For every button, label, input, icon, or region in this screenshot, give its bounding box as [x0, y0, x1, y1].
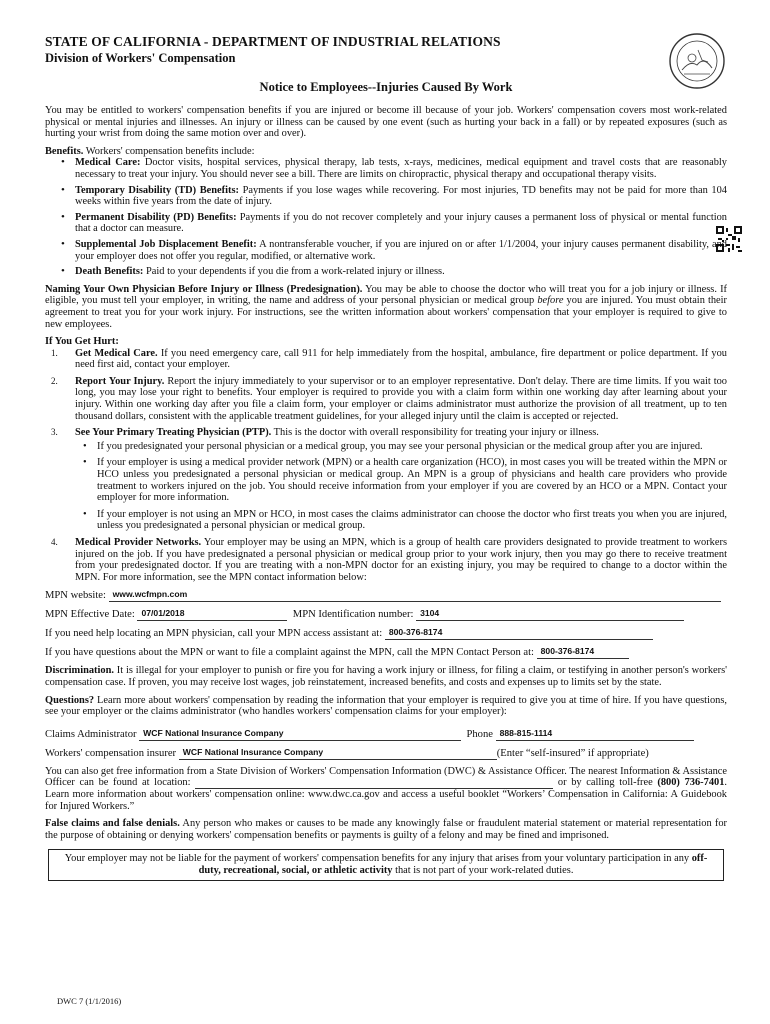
claims-admin-label: Claims Administrator — [45, 728, 137, 740]
mpn-contact-label: If you have questions about the MPN or want to file a complaint against the MPN, call the MPN Contact Person at: — [45, 647, 534, 659]
benefit-item-death — [61, 266, 727, 278]
predesignation-text: You may be able to choose the doctor who will treat you for a job injury or illness. If eligible, you must tell your employer, in writing, the name and address of your personal physician or medical group — [45, 283, 727, 307]
claims-phone-field[interactable] — [496, 728, 694, 741]
mpn-effective-field[interactable] — [137, 608, 287, 621]
mpn-assistant-row — [45, 627, 727, 640]
hurt-term: Report Your Injury. — [75, 375, 165, 387]
claims-admin-row — [45, 728, 727, 741]
questions-heading: Questions? — [45, 694, 95, 706]
ptp-sub-item: • If you predesignated your personal physician or a medical group, you may see your personal physician or the medical group after you are injured. — [83, 441, 727, 453]
if-hurt-list — [45, 348, 727, 584]
if-hurt-heading — [45, 336, 727, 348]
ptp-sub-item: • If your employer is using a medical provider network (MPN) or a health care organization (HCO), in most cases you will be treated within the MPN or HCO unless you predesignated a personal physician or medical group. An MPN is a group of physicians and health care providers who provide treatment to workers injured on the job. You should receive information from your employer if you are covered by an HCO or a MPN. Contact your employer for more information. — [83, 457, 727, 503]
predesignation-paragraph — [45, 284, 727, 330]
dwc-info-text: You can also get free information from a State Division of Workers' Compensation Information (DWC) & Assistance Officer. The nearest Information & Assistance Officer can be found at location: — [45, 765, 727, 789]
benefits-heading: Benefits. — [45, 145, 84, 157]
mpn-id-label: MPN Identification number: — [292, 609, 414, 621]
insurer-note: (Enter “self-insured” if appropriate) — [496, 747, 649, 759]
dwc-info-paragraph — [45, 766, 727, 812]
dwc-or: or — [557, 777, 567, 789]
item-number: 2. — [51, 375, 58, 386]
division-heading: Division of Workers' Compensation — [45, 51, 236, 65]
mpn-assistant-field[interactable] — [385, 627, 653, 640]
ptp-sub-list — [75, 441, 727, 532]
benefit-item-td — [61, 185, 727, 208]
notice-text: Your employer may not be liable for the payment of workers' compensation benefits for any injury that arises from your voluntary participation in any — [64, 853, 692, 865]
ptp-sub-item: • If your employer is not using an MPN or HCO, in most cases the claims administrator can choose the doctor who first treats you when you are injured, unless you predesignated a personal physician or medical group. — [83, 509, 727, 532]
benefit-item-sjdb — [61, 239, 727, 262]
predesignation-italic: before — [537, 295, 564, 307]
mpn-website-field[interactable] — [109, 589, 721, 602]
discrimination-text: It is illegal for your employer to punish or fire you for having a work injury or illness, for filing a claim, or testifying in another person's workers' compensation case. If proven, you may receive lost wages, job reinstatement, increased benefits, and costs and expenses up to limits set by the state. — [45, 665, 727, 688]
dwc-info-text-2: by calling toll-free — [571, 777, 658, 789]
benefit-text: Paid to your dependents if you die from a work-related injury or illness. — [143, 266, 445, 278]
agency-heading: STATE OF CALIFORNIA - DEPARTMENT OF INDUSTRIAL RELATIONS — [45, 34, 501, 49]
hurt-term: See Your Primary Treating Physician (PTP). — [75, 427, 272, 439]
insurer-field[interactable] — [179, 747, 497, 760]
benefits-list — [45, 157, 727, 277]
benefit-text: Doctor visits, hospital services, physical therapy, lab tests, x-rays, medicines, medical equipment and travel costs that are reasonably necessary to treat your injury. You should never see a bill. There are limits on chiropractic, physical therapy and occupational therapy visits. — [75, 157, 727, 180]
benefit-text: Payments if you do not recover completely and your injury causes a permanent loss of physical or mental function that a doctor can measure. — [75, 211, 727, 235]
mpn-contact-row — [45, 646, 727, 659]
predesignation-text-2: you are injured. You must obtain their agreement to treat you for your work injury. For instructions, see the written information about workers' compensation that your employer is required to give to new employees. — [45, 295, 728, 330]
notice-text-2: that is not part of your work-related duties. — [392, 865, 574, 877]
form-number-footer: DWC 7 (1/1/2016) — [57, 996, 122, 1006]
mpn-assistant-value: 800-376-8174 — [388, 627, 443, 638]
document-title: Notice to Employees--Injuries Caused By Work — [259, 80, 513, 94]
benefits-lead: Workers' compensation benefits include: — [83, 145, 255, 157]
insurer-value: WCF National Insurance Company — [182, 746, 324, 757]
benefit-item-pd — [61, 212, 727, 235]
mpn-effective-label: MPN Effective Date: — [45, 609, 135, 621]
false-claims-text: Any person who makes or causes to be made any knowingly false or fraudulent material statement or material representation for the purpose of obtaining or denying workers' compensation benefits or payments is guilty of a felony and may be fined and imprisoned. — [45, 818, 727, 841]
notice-bold: off-duty, recreational, social, or athletic activity — [198, 853, 708, 877]
hurt-text: Report the injury immediately to your supervisor or to an employer representative. Don't delay. There are time limits. If you wait too long, you may lose your right to benefits. Your employer is required to provide you with a claim form within one working day after learning about your injury. Within one working day after you file a claim form, your employer or claims administrator must authorize the provision of all treatment, up to ten thousand dollars, consistent with the applicable treatment guidelines, for your alleged injury until the claim is accepted or rejected. — [75, 375, 727, 422]
false-claims-heading: False claims and false denials. — [45, 818, 180, 830]
false-claims-paragraph — [45, 818, 727, 841]
benefit-term: Supplemental Job Displacement Benefit: — [75, 238, 257, 250]
dwc-phone: (800) 736-7401 — [657, 777, 725, 789]
dwc-info-text-3: . Learn more information about workers' compensation online: www.dwc.ca.gov and access a useful booklet “Workers’ Compensation in California: A Guidebook for Injured Workers.” — [45, 777, 728, 812]
benefit-text: Payments if you lose wages while recovering. For most injuries, TD benefits may not be paid for more than 104 weeks within five years from the date of injury. — [75, 184, 728, 208]
benefit-text: A nontransferable voucher, if you are injured on or after 1/1/2004, your injury causes permanent disability, and your employer does not offer you regular, modified, or alternative work. — [75, 238, 728, 262]
questions-paragraph — [45, 695, 727, 718]
hurt-item-ptp — [45, 427, 727, 532]
benefit-term: Permanent Disability (PD) Benefits: — [75, 211, 237, 223]
intro-paragraph: You may be entitled to workers' compensation benefits if you are injured or become ill because of your job. Workers' compensation covers most work-related physical or mental injuries and illnesses. An injury or illness can be caused by one event (such as hurting your back in a fall) or by repeated exposures (such as hurting your wrist from doing the same motion over and over). — [45, 105, 727, 140]
voluntary-activity-notice — [48, 849, 724, 881]
mpn-website-value: www.wcfmpn.com — [112, 589, 188, 600]
insurer-row — [45, 747, 727, 760]
mpn-contact-field[interactable] — [537, 646, 629, 659]
mpn-id-field[interactable] — [416, 608, 684, 621]
item-number: 4. — [51, 537, 58, 547]
benefit-term: Medical Care: — [75, 157, 141, 169]
hurt-item-medical-care — [45, 348, 727, 371]
mpn-website-label: MPN website: — [45, 590, 106, 602]
discrimination-paragraph — [45, 665, 727, 688]
mpn-id-value: 3104 — [420, 608, 440, 619]
mpn-effective-row — [45, 608, 727, 621]
benefit-term: Death Benefits: — [75, 266, 144, 278]
hurt-term: Medical Provider Networks. — [75, 537, 202, 548]
claims-phone-label: Phone — [466, 728, 493, 740]
claims-phone-value: 888-815-1114 — [499, 727, 553, 738]
predesignation-heading: Naming Your Own Physician Before Injury or Illness (Predesignation). — [45, 283, 363, 295]
dwc-location-field[interactable] — [195, 778, 553, 789]
claims-admin-value: WCF National Insurance Company — [143, 727, 284, 738]
hurt-text: If you need emergency care, call 911 for help immediately from the hospital, ambulance, fire department or police department. If you need first aid, contact your employer. — [75, 347, 727, 371]
mpn-assistant-label: If you need help locating an MPN physician, call your MPN access assistant at: — [45, 628, 383, 640]
notice-document — [45, 34, 727, 881]
hurt-text: This is the doctor with overall responsibility for treating your injury or illness. — [271, 427, 599, 439]
questions-text: Learn more about workers' compensation by reading the information that your employer is required to give you at time of hire. If you have questions, see your employer or the claims administrator (who handles workers' compensation claims for your employer): — [45, 694, 727, 718]
mpn-contact-value: 800-376-8174 — [540, 646, 595, 657]
benefit-item-medical — [61, 157, 727, 180]
hurt-item-report-injury — [45, 376, 727, 422]
hurt-text: Your employer may be using an MPN, which is a group of health care providers designated to provide treatment to workers injured on the job. If you have predesignated a personal physician or medical group prior to your work injury, then you may go there to receive treatment from your predesignated doctor. If you are treating with a non-MPN doctor for an existing injury, you may be required to change to a doctor within the MPN. For more information, see the MPN contact information below: — [75, 537, 727, 583]
claims-admin-field[interactable] — [139, 728, 461, 741]
discrimination-heading: Discrimination. — [45, 665, 114, 677]
if-hurt-heading-text: If You Get Hurt: — [45, 336, 119, 348]
mpn-website-row — [45, 589, 727, 602]
item-number: 3. — [51, 427, 58, 438]
mpn-effective-value: 07/01/2018 — [141, 608, 185, 619]
hurt-item-mpn — [45, 537, 727, 583]
benefit-term: Temporary Disability (TD) Benefits: — [75, 184, 239, 196]
item-number: 1. — [51, 347, 58, 358]
benefits-heading-line — [45, 146, 727, 158]
insurer-label: Workers' compensation insurer — [45, 747, 177, 759]
hurt-term: Get Medical Care. — [75, 347, 158, 359]
